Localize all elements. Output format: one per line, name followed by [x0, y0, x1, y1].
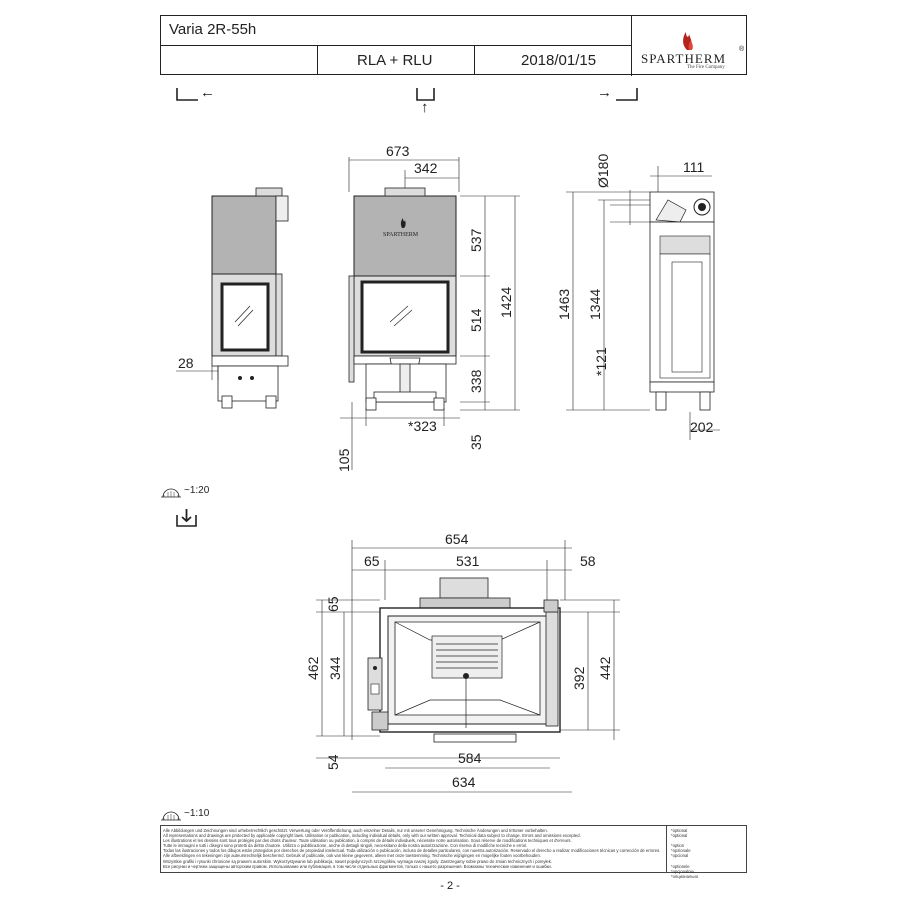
legal-options: *optional *optional *option *opzionale *opcional *optionele *opcjonalnie *опционально — [671, 828, 699, 879]
dim-height-foot: 35 — [468, 434, 484, 450]
scale-top — [160, 485, 210, 503]
dim-plan-front-margin: 54 — [325, 754, 341, 770]
brand-registered: ® — [739, 46, 745, 53]
dim-side-depth: 202 — [690, 419, 714, 435]
dim-plan-right-margin: 58 — [580, 553, 596, 569]
up-arrow-icon: ↑ — [421, 99, 429, 116]
model-name: Varia 2R-55h — [169, 21, 257, 38]
ruler-icon — [160, 809, 182, 821]
dim-plan-front-width: 584 — [458, 750, 482, 766]
dim-plan-depth-left: 462 — [305, 656, 321, 680]
legal-notice — [160, 825, 747, 879]
dim-base-height: 105 — [336, 448, 352, 472]
dim-outer-inner: 1344 — [587, 288, 603, 320]
left-arrow-icon: ← — [200, 84, 215, 101]
dim-flue-offset: 111 — [683, 159, 705, 175]
variant-label: RLA + RLU — [357, 52, 433, 69]
dim-plan-bottom-width: 634 — [452, 774, 476, 790]
dim-height-glass: 514 — [468, 308, 484, 332]
legal-text: Alle Abbildungen und Zeichnungen sind urheberrechtlich geschützt. Verwertung oder Veröffentlichung, auch einzelner Details, nur mit unserer Genehmigung. Technische Änderungen und Irrtümer vorbehalten. All representations and drawings are protected by applicable copyright laws. Utilisation or publication, including individual details, only with our written approval. Technical data subject to change. Errors and omissions excepted. Les illustrations et les dessins sont tous protégés par des droits d'auteur. Toute utilisation ou publication, à compris de détails individuels, nécessite notre autorisation. Sous réserve de modifications techniques et d'erreurs. Tutte le immagini e tutti i disegni sono protetti da diritto d'autore. Utilizzo o pubblicazione, anche di dettagli singoli, necessitano della nostra autorizzazione. Con riserva di modifiche tecniche e errori. Todas las ilustraciones y todos los dibujos están protegidos por derechos de propiedad intelectual. Toda utilización o publicación, incluso de detalles particulares, con nuestra autorización. Reservado el derecho a realizar modificaciones técnicas y corrección de errores. Alle afbeeldingen en tekeningen zijn auteursrechtelijk beschermd. Gebruik of publicatie, ook van kleine gegevens, alleen met onze toestemming. Technische wijzigingen en mogelijke fouten voorbehouden. Wszystkie grafiki i rysunki chronione są prawem autorskim. Wykorzystywanie lub publikacja, nawet pojedynczych szczegółów, wymaga naszej zgody. Zastrzegamy sobie prawo do zmian technicznych i pomyłek. Все рисунки и чертежи защищены авторским правом. Использование или публикация, в том числе отдельных фрагментов, только с нашего разрешения. Возможны технические изменения и ошибки. — [163, 828, 661, 869]
dim-flue-diameter: Ø180 — [595, 153, 611, 188]
brand-name: SPARTHERM — [641, 51, 727, 66]
right-arrow-icon: → — [597, 84, 612, 101]
left-side-view — [176, 188, 288, 408]
dim-height-top: 537 — [468, 228, 484, 252]
dim-height-overall: 1424 — [498, 286, 514, 318]
dim-plan-inner-width: 531 — [456, 553, 480, 569]
dim-plan-depth-right-total: 442 — [597, 656, 613, 680]
scale-top-label: ~1:20 — [184, 485, 210, 496]
dim-height-base: 338 — [468, 369, 484, 393]
dim-front-width: 673 — [386, 143, 410, 159]
dim-plan-left-margin: 65 — [364, 553, 380, 569]
dim-front-half: 342 — [414, 160, 438, 176]
front-logo-text: SPARTHERM — [383, 232, 419, 238]
plan-drawing — [0, 520, 900, 820]
page-number: - 2 - — [440, 880, 460, 892]
ruler-icon — [160, 486, 182, 498]
dim-outer-total: 1463 — [556, 288, 572, 320]
scale-bottom — [160, 808, 210, 826]
dim-plan-width: 654 — [445, 531, 469, 547]
drawing-date: 2018/01/15 — [521, 52, 597, 69]
dim-plan-top-margin: 65 — [325, 596, 341, 612]
dim-side-offset: 28 — [178, 355, 194, 371]
brand-tagline: The Fire Company — [687, 65, 725, 70]
dim-plan-depth-inner: 344 — [327, 656, 343, 680]
dim-plan-depth-right-inner: 392 — [571, 666, 587, 690]
scale-bottom-label: ~1:10 — [184, 808, 210, 819]
dim-base-depth: *323 — [408, 418, 437, 434]
dim-side-marker: *121 — [593, 347, 609, 376]
